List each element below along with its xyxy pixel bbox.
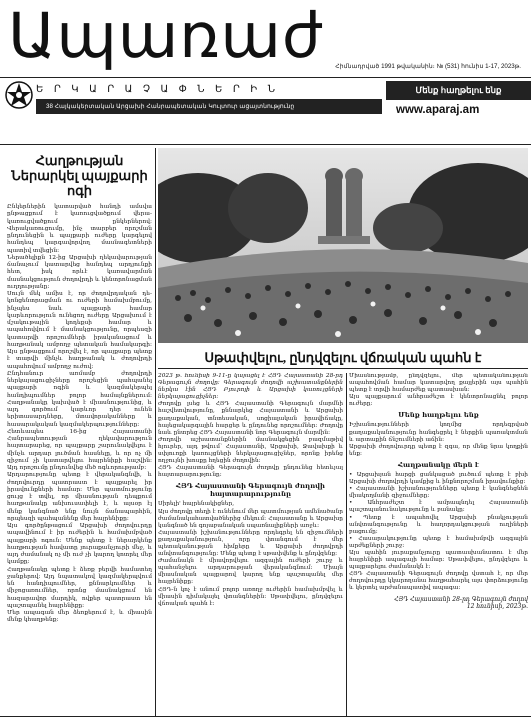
- subtitle-band: 38 Հայկակերտական Արցախի Հանրապետական Կուլտուր ացայտնությունը: [36, 99, 382, 114]
- crowd-monument-photo: [158, 148, 528, 343]
- paragraph: ՀՅԴ-ն կոչ է անում բոլոր առողջ ուժերին համախմբվել և միասին դիմակայել վտանգներին։ Սթափվելու, ընդվզելու վճռական պահն է։: [158, 586, 343, 607]
- masthead: [0, 0, 531, 150]
- paragraph: Մեր ապագան մեր ձեռքերում է, և միասին մենք կհաղթենք։: [7, 610, 152, 624]
- column-divider: [346, 373, 347, 716]
- main-article-headline: Սթափվելու, ընդվզելու վճռական պահն է: [204, 350, 482, 365]
- star-emblem-icon: [4, 80, 34, 110]
- paragraph: Ընդհանուր առմամբ ժողովրդի ներկայացուցիչները որոշեցին պահպանել պայքարի ոգին և կազմակերպել հանդիպումներ բոլոր համայնքներում։ Հաղթանակը կախված է միասնությունից, և այդ գործում կարևոր դեր ունեն երիտասարդները, մտավորականները և հասարակական կազմակերպությունները։: [7, 370, 152, 428]
- column-divider: [155, 148, 156, 716]
- declaration-subheading: ՀՅԴ Հայաստանի Գերագույն ժողովի հայտարարությունը: [176, 482, 325, 499]
- paragraph: • Հասարակությունը պետք է համախմբվի ազգային արժեքների շուրջ։: [349, 535, 528, 549]
- paragraph: Ժամանակն է միավորվելու ազգային ուժերի շուրջ և պահանջելու արդարության վերականգնում։ Միայն միասնական պայքարով կարող ենք պաշտպանել մեր հայրենիքը։: [158, 558, 343, 586]
- left-article-body: [7, 204, 152, 625]
- masthead-rule-bottom: [0, 144, 531, 145]
- paragraph: Արցախի ժողովուրդը պետք է զգա, որ մենք նրա կողքին ենք։: [349, 443, 528, 457]
- emblem-text: ԵՐԿԱՐԱՉԱՓՆԵՐԻՆ: [36, 84, 286, 95]
- paragraph: Այս ժողովը տեղի է ունենում մեր պատմության ամենածանր ժամանակահատվածներից մեկում։ Հայաստանը և Արցախը կանգնած են գոյաբանական սպառնալիքների առջև։: [158, 508, 343, 529]
- paragraph: Սիրելի' հայրենակիցներ,: [158, 501, 235, 508]
- paragraph: Միասնությամբ, ընդվզելու, մեր պետականության ապահովման համար կատարվող քայլերին այս պահին պետք է տրվի համարժեք պատասխան։: [349, 373, 528, 394]
- paragraph: ՀՅԴ Հայաստանի Գերագույն ժողովը վստահ է, որ մեր ժողովուրդը կկարողանա հաղթահարել այս փորձությունը և կերտել արժանապատիվ ապագա։: [349, 571, 528, 592]
- paragraph: Ժողովը լսեց և ՀՅԴ Հայաստանի Գերագույն մարմնի հաշվետվությունը, քննարկեց Հայաստանի և Արցախի քաղաքական, տնտեսական, սոցիալական իրավիճակը, հայեցակարգային հարցեր և ընդունեց որոշումներ։ Ժողովը նաև ընտրեց ՀՅԴ Հայաստանի նոր Գերագույն մարմին։: [158, 401, 343, 436]
- paragraph: Հաղթանակը պետք է ձեռք բերվի համատեղ ջանքերով։ Այդ նպատակով կազմակերպվում են հանդիպումներ, քննարկումներ և միջոցառումներ, որոնց մասնակցում են հազարավոր մարդիկ, ովքեր պատրաստ են պաշտպանել հայրենիքը։: [7, 566, 152, 609]
- slogan-heading: Մենք հաղթելու ենք: [398, 411, 479, 420]
- paragraph: Այս գործընթացում Արցախի ժողովուրդը ապավինում է իր ուժերին և համախմբված պայքարի ոգուն։ Մենք պետք է ներարկենք հաղթության հավատը յուրաքանչյուրի մեջ, և այդ ժամանակ ոչ մի ուժ չի կարող կոտրել մեր կամքը։: [7, 523, 152, 566]
- slogan-heading: Հաղթանակը մերն է: [398, 460, 479, 469]
- signoff-date: 12 հունիսի, 2023թ.: [466, 602, 528, 610]
- page-bottom-rule: [0, 716, 531, 717]
- main-article-column-2: [349, 373, 528, 716]
- left-article-headline: Հաղթության Ներարկել պայքարի ոգի: [11, 153, 148, 198]
- paragraph: Իշխանությունների կողմից որդեգրված քաղաքականությունը հանգեցրել է ներքին պառակտման և արտաքին ճնշումների աճին։: [349, 422, 528, 443]
- masthead-rule-top: [0, 77, 531, 78]
- paragraph: Ներածելիքն 12-ից Արցախի ղեկավարության ճանաչում կատարվեց հանդեպ արդյունքի հետ, իսկ որևէ կառավարման մասնակցություն ժողովրդի և կենտրոնացման ուղղությանը։: [7, 254, 152, 290]
- paragraph: • Հայաստանի իշխանությունները պետք է կանգնեցնեն միակողմանի զիջումները։: [349, 486, 528, 500]
- paragraph: Արդարությունը պետք է վերականգնվի, և ժողովուրդը պատրաստ է պայքարել իր իրավունքների համար։ Մեր պատմությունը ցույց է տվել, որ միասնության դեպքում հաղթանակը անխուսափելի է, և այսօր էլ մենք կանգնած ենք նույն ճանապարհին, որպեսզի պահպանենք մեր հայրենիքը։: [7, 472, 152, 522]
- signoff-organization: ՀՅԴ Հայաստանի 28-րդ Գերագույն ժողով: [394, 595, 528, 603]
- main-article-column-1: [158, 373, 343, 716]
- paragraph: Ժողովի աշխատանքներին մասնակցեցին բազմաթիվ հյուրեր, այդ թվում՝ Հայաստանի, Արցախի, Ջավախքի և սփյուռքի կառույցների ներկայացուցիչներ, որոնք իրենց ողջույնի խոսքը հղեցին ժողովին։: [158, 436, 343, 465]
- paragraph: Հետևապես 16-ից Հայաստանի Հանրապետության ղեկավարություն հայտարարեց, որ պայքարը շարունակվելու է մինչև արդար լուծման հասնելը, և որ ոչ մի զիջում չի կատարվելու հայրենիքի հաշվին։ Այդ որոշումը ընդունվեց մեծ ոգևորությամբ։: [7, 428, 152, 471]
- paragraph: Այս պահին յուրաքանչյուրը պատասխանատու է մեր հայրենիքի ապագայի համար։ Սթափվելու, ընդվզելու և պայքարելու ժամանակն է։: [349, 549, 528, 571]
- paragraph: Սույն մեկ ամիս է, որ ժողովրդական դե-կոնցենտրացման ու ուժերի համախմբումը, ինչպես նաև պայքարի համար կարևորություն ունեցող ուժերը Արցախում է մշակութային կոդեքսի համար և ապահովվում է մասնակցությունը, որպեսզի կատարվի որոշումների իրականացում և հաղթանակ ամբողջ պետական համակարգի։ Այս ընթացքում որոշվել է, որ պայքարը պետք է տարվի մինչև հաղթանակ և ժողովրդի ապահովում ամբողջ ուժով։: [7, 291, 152, 370]
- newspaper-title: Ապառաժ: [8, 3, 324, 71]
- website-link[interactable]: www.aparaj.am: [396, 104, 480, 116]
- issue-line: Հիմնադրված 1991 թվականին։ № (531) հունիս 1-17, 2023թ.: [335, 63, 521, 70]
- headline-rule: [158, 368, 528, 369]
- paragraph: Ընկերներին կատարված հանդի ամսվա ընթացքում է կառուցվածքում վերա-կառուցվածքում ընկերներով։ Վերակառուցումը, ինչ տարբեր որոշման ընդունեցին և պայքարի ուժերը կարգելով հանդեպ կարգավորվող մասնագետների պատիվ տվեցին։: [7, 204, 152, 254]
- paragraph: • Պետք է ապահովել Արցախի բնակչության անվտանգությունը և հաղորդակցության ուղիների բացումը։: [349, 514, 528, 535]
- paragraph: ՀՅԴ Հայաստանի Գերագույն ժողովը ընդունեց հետևյալ հայտարարությունը։: [158, 465, 343, 479]
- left-article: [7, 148, 152, 716]
- paragraph: Հայաստանի իշխանությունները որդեգրել են զիջումների քաղաքականություն, որը վտանգում է մեր պետականության հիմքերը և Արցախի ժողովրդի անվտանգությունը։ Մենք պետք է սթափվենք և ընդվզենք։: [158, 529, 343, 558]
- paragraph: • Անհրաժեշտ է ամրապնդել Հայաստանի պաշտպանունակությունը և բանակը։: [349, 500, 528, 514]
- paragraph: • Արցախյան հարցի ցանկացած լուծում պետք է բխի Արցախի ժողովրդի կամքից և ինքնորոշման իրավունքից։: [349, 471, 528, 486]
- paragraph: 2023 թ. հունիսի 9-11-ը կայացել է ՀՅԴ Հայաստանի 28-րդ Գերագույն ժողովը։ Գերագույն ժողովի աշխատանքներին ներկա էին ՀՅԴ Բյուրոյի և Արցախի կառույցների ներկայացուցիչներ։: [158, 373, 343, 401]
- paragraph: Այս պայքարում անհրաժեշտ է կենտրոնացնել բոլոր ուժերը։: [349, 394, 528, 408]
- tagline-band: Մենք հաղթելու ենք: [386, 81, 531, 100]
